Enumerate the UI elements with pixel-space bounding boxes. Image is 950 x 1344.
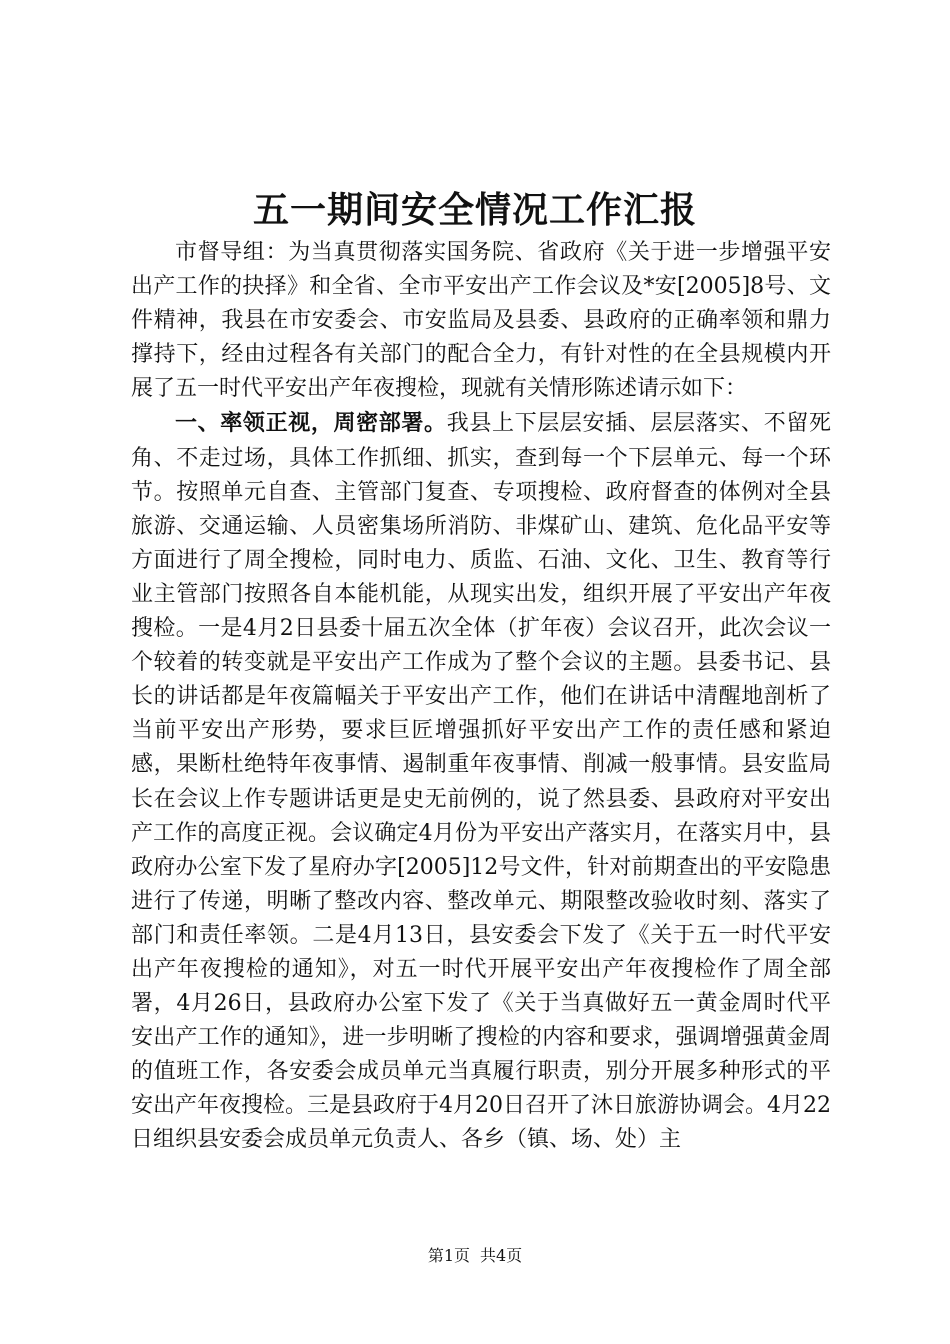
page-number: 第1页 (427, 1246, 470, 1265)
document-body (131, 236, 831, 1158)
page-footer (0, 1244, 950, 1268)
opening-paragraph: 市督导组：为当真贯彻落实国务院、省政府《关于进一步增强平安出产工作的抉择》和全省、全市平安出产工作会议及*安[2005]8号、文件精神，我县在市安委会、市安监局及县委、县政府的正确率领和鼎力撑持下，经由过程各有关部门的配合全力，有针对性的在全县规模内开展了五一时代平安出产年夜搜检，现就有关情形陈述请示如下： (131, 240, 831, 402)
section-1-heading: 一、率领正视，周密部署。 (175, 410, 447, 437)
section-1-paragraph (131, 406, 831, 1157)
page-total: 共4页 (480, 1246, 523, 1265)
document-title: 五一期间安全情况工作汇报 (252, 189, 697, 231)
section-1-text: 我县上下层层安插、层层落实、不留死角、不走过场，具体工作抓细、抓实，查到每一个下层单元、每一个环节。按照单元自查、主管部门复查、专项搜检、政府督查的体例对全县旅游、交通运输、人员密集场所消防、非煤矿山、建筑、危化品平安等方面进行了周全搜检，同时电力、质监、石油、文化、卫生、教育等行业主管部门按照各自本能机能，从现实出发，组织开展了平安出产年夜搜检。一是4月2日县委十届五次全体（扩年夜）会议召开，此次会议一个较着的转变就是平安出产工作成为了整个会议的主题。县委书记、县长的讲话都是年夜篇幅关于平安出产工作，他们在讲话中清醒地剖析了当前平安出产形势，要求巨匠增强抓好平安出产工作的责任感和紧迫感，果断杜绝特年夜事情、遏制重年夜事情、削减一般事情。县安监局长在会议上作专题讲话更是史无前例的，说了然县委、县政府对平安出产工作的高度正视。会议确定4月份为平安出产落实月，在落实月中，县政府办公室下发了星府办字[2005]12号文件，针对前期查出的平安隐患进行了传递，明晰了整改内容、整改单元、期限整改验收时刻、落实了部门和责任率领。二是4月13日，县安委会下发了《关于五一时代平安出产年夜搜检的通知》，对五一时代开展平安出产年夜搜检作了周全部署，4月26日，县政府办公室下发了《关于当真做好五一黄金周时代平安出产工作的通知》，进一步明晰了搜检的内容和要求，强调增强黄金周的值班工作，各安委会成员单元当真履行职责，别分开展多种形式的平安出产年夜搜检。三是县政府于4月20日召开了沐日旅游协调会。4月22日组织县安委会成员单元负责人、各乡（镇、场、处）主 (131, 411, 831, 1153)
